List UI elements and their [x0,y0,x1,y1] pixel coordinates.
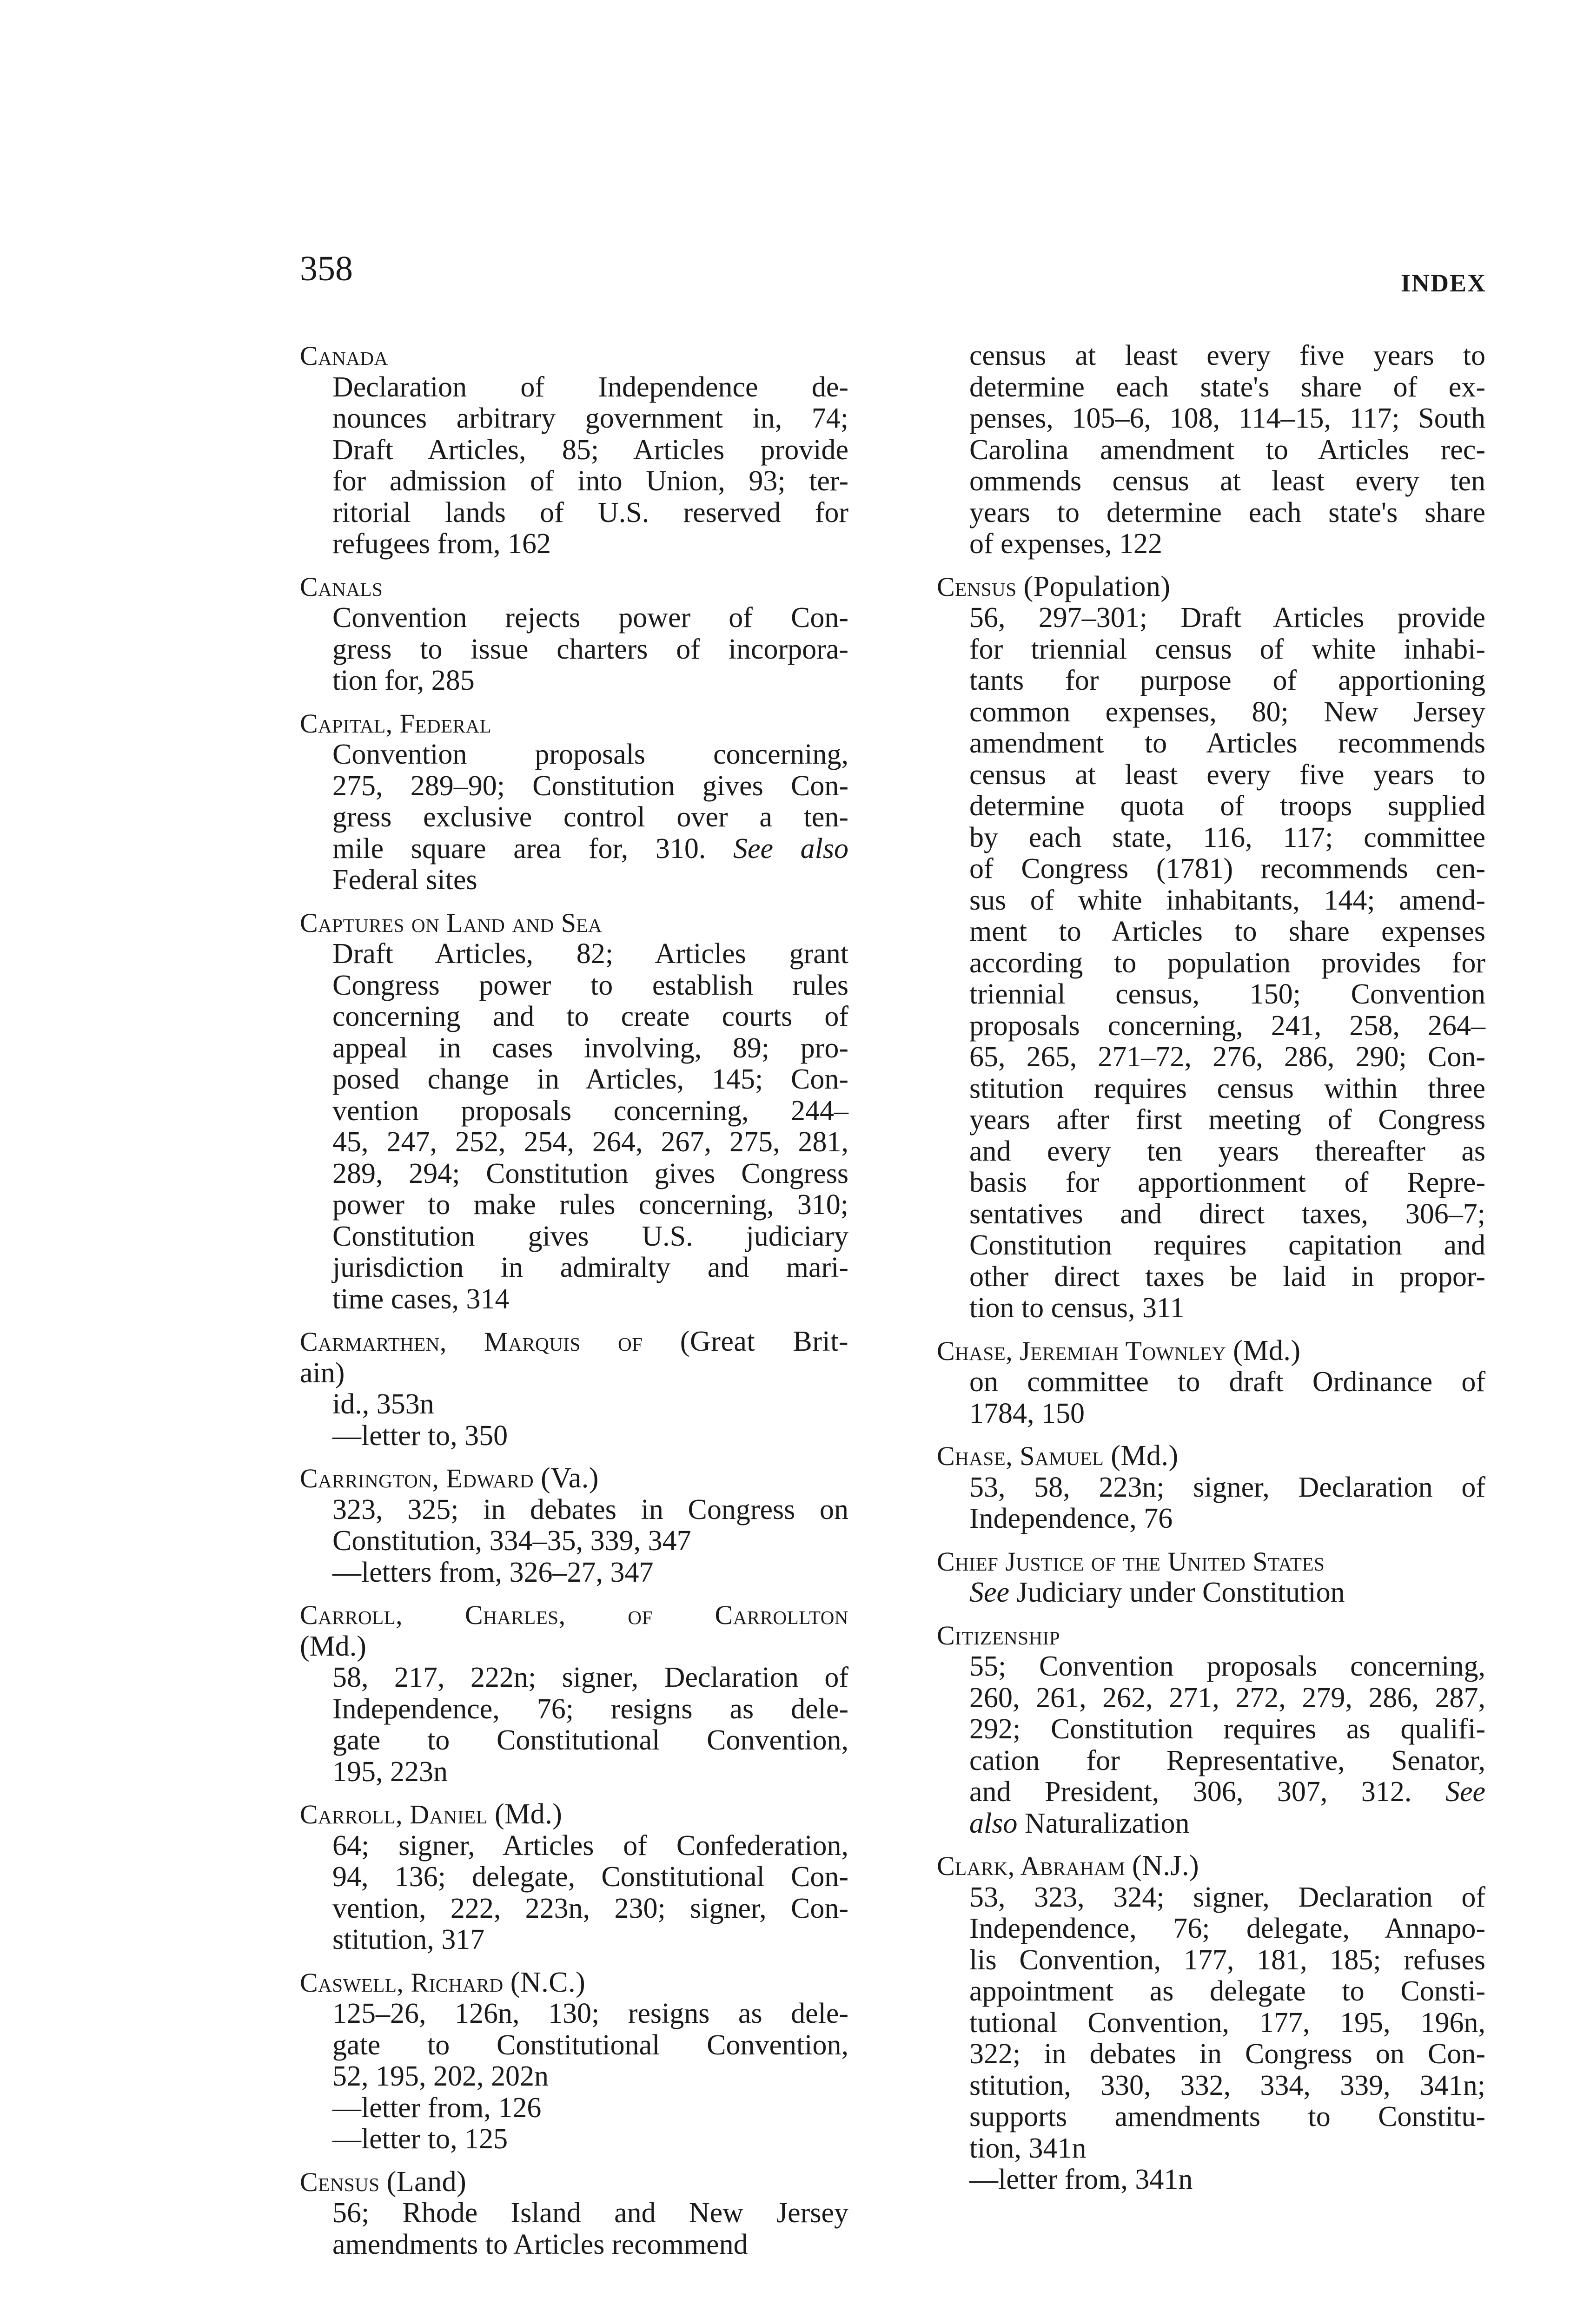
entry-line: vention proposals concerning, 244– [332,1095,848,1127]
entry-body [300,1662,848,1788]
index-entry [937,1335,1485,1430]
index-entry [300,571,848,697]
entry-line: 55; Convention proposals concerning, [969,1651,1485,1682]
heading-name: Chase, Jeremiah Townley [937,1335,1226,1366]
heading-name: Clark, Abraham [937,1851,1125,1881]
heading-name: Captures on Land and Sea [300,907,603,938]
entry-line: census at least every five years to [969,340,1485,371]
entry-line: amendments to Articles recommend [332,2228,748,2260]
entry-body [937,1882,1485,2165]
index-entry [300,1599,848,1788]
entry-body [300,1494,848,1557]
entry-line: stitution, 330, 332, 334, 339, 341n; [969,2069,1485,2101]
entry-line: other direct taxes be laid in propor- [969,1261,1485,1293]
entry-line: tutional Convention, 177, 195, 196n, [969,2007,1485,2039]
entry-line: Convention proposals concerning, [332,739,848,770]
entry-line: for admission of into Union, 93; ter- [332,465,848,497]
entry-heading [300,708,848,739]
entry-line: Independence, 76 [969,1503,1173,1534]
entry-body [300,1998,848,2093]
entry-body [300,739,848,896]
entry-body [937,1472,1485,1535]
heading-qualifier: (Md.) [1233,1334,1301,1367]
heading-name: Citizenship [937,1620,1060,1651]
entry-line: 56; Rhode Island and New Jersey [332,2197,848,2229]
entry-line: tion for, 285 [332,665,475,696]
heading-qualifier: (Land) [386,2166,467,2198]
entry-line: stitution requires census within three [969,1072,1485,1104]
entry-body [300,602,848,697]
entry-line: determine quota of troops supplied [969,790,1485,822]
entry-line: mile square area for, 310. See also [332,832,849,865]
entry-line: Constitution requires capitation and [969,1229,1485,1261]
entry-body [937,1367,1485,1429]
entry-line: proposals concerning, 241, 258, 264– [969,1010,1485,1042]
cross-reference: See also [733,832,849,865]
entry-line: gate to Constitutional Convention, [332,1724,848,1756]
entry-line: for triennial census of white inhabi- [969,633,1485,665]
heading-name: Caswell, Richard [300,1967,504,1998]
entry-line: posed change in Articles, 145; Con- [332,1063,848,1095]
cross-reference: See [1445,1776,1485,1808]
entry-line: refugees from, 162 [332,528,551,560]
entry-line: Carolina amendment to Articles rec- [969,434,1485,466]
entry-heading [937,1620,1485,1651]
entry-line: time cases, 314 [332,1283,510,1315]
entry-line: See Judiciary under Constitution [969,1577,1345,1608]
index-entry [300,340,848,560]
cross-reference: also [969,1807,1018,1839]
entry-subentry [300,2093,848,2124]
entry-line: 64; signer, Articles of Confederation, [332,1829,848,1862]
entry-line: common expenses, 80; New Jersey [969,696,1485,728]
heading-name: Carroll, Charles, of Carrollton [300,1600,848,1630]
heading-name: Canals [300,571,383,602]
entry-line: also Naturalization [969,1807,1190,1839]
entry-line: Convention rejects power of Con- [332,602,848,634]
entry-line: Independence, 76; resigns as dele- [332,1693,848,1725]
entry-line: census at least every five years to [969,759,1485,791]
entry-body [300,938,848,1315]
index-column-right [937,340,1485,2196]
entry-line: —letter to, 350 [332,1419,508,1452]
entry-line: tion to census, 311 [969,1292,1185,1324]
entry-line: sentatives and direct taxes, 306–7; [969,1198,1485,1230]
heading-qualifier: (Md.) [495,1798,563,1830]
entry-subentry [937,2164,1485,2196]
entry-line: —letters from, 326–27, 347 [332,1556,654,1588]
index-entry [937,1620,1485,1840]
entry-line: basis for apportionment of Repre- [969,1167,1485,1198]
entry-line: and every ten years thereafter as [969,1135,1485,1167]
entry-line: 275, 289–90; Constitution gives Con- [332,770,848,802]
entry-line: jurisdiction in admiralty and mari- [332,1252,848,1283]
entry-line: 45, 247, 252, 254, 264, 267, 275, 281, [332,1126,848,1158]
heading-name: Canada [300,341,388,371]
entry-line: —letter from, 126 [332,2092,542,2124]
entry-heading [300,1799,848,1830]
entry-line: on committee to draft Ordinance of [969,1366,1485,1398]
running-head: INDEX [1400,269,1486,297]
entry-line: 322; in debates in Congress on Con- [969,2038,1485,2070]
index-entry [937,1440,1485,1535]
entry-line: ritorial lands of U.S. reserved for [332,496,848,528]
entry-line: 292; Constitution requires as qualifi- [969,1713,1485,1745]
entry-line: Constitution gives U.S. judiciary [332,1220,848,1252]
index-entry [300,2166,848,2261]
entry-heading [937,1440,1485,1472]
entry-heading [300,571,848,603]
page-number: 358 [300,249,353,288]
index-entry [300,907,848,1315]
entry-line: of expenses, 122 [969,528,1162,560]
entry-line: Federal sites [332,864,477,896]
heading-qualifier: (N.J.) [1132,1850,1199,1882]
entry-line: gress to issue charters of incorpora- [332,633,848,665]
entry-line: 323, 325; in debates in Congress on [332,1493,848,1525]
entry-body [300,372,848,560]
index-entry [300,1799,848,1956]
entry-line: power to make rules concerning, 310; [332,1189,848,1221]
entry-line: Congress power to establish rules [332,969,848,1001]
heading-name: Carroll, Daniel [300,1799,488,1829]
entry-line: —letter from, 341n [969,2164,1193,2195]
entry-line: Declaration of Independence de- [332,371,848,403]
entry-body [937,602,1485,1324]
index-entry [300,708,848,896]
entry-line: Independence, 76; delegate, Annapo- [969,1913,1485,1944]
entry-subentry [300,1420,848,1452]
entry-subentry [300,1557,848,1589]
entry-line: of Congress (1781) recommends cen- [969,853,1485,885]
heading-continuation: (Md.) [300,1630,366,1662]
entry-line: 195, 223n [332,1756,448,1788]
entry-line: according to population provides for [969,947,1485,979]
cross-reference: See [969,1577,1010,1608]
index-entry [937,1850,1485,2196]
entry-line: triennial census, 150; Convention [969,978,1485,1010]
entry-line: gate to Constitutional Convention, [332,2029,848,2061]
entry-line: cation for Representative, Senator, [969,1744,1485,1776]
entry-line: 65, 265, 271–72, 276, 286, 290; Con- [969,1041,1485,1073]
entry-line: tion, 341n [969,2132,1087,2164]
entry-line: years after first meeting of Congress [969,1104,1485,1136]
heading-name: Chase, Samuel [937,1441,1104,1471]
index-entry [300,1463,848,1588]
entry-subentry [300,2124,848,2155]
entry-heading [300,1463,848,1494]
heading-name: Census [300,2166,380,2197]
index-entry [937,340,1485,560]
entry-heading [300,2166,848,2198]
index-entry [300,1326,848,1452]
entry-line: Draft Articles, 85; Articles provide [332,434,848,466]
entry-line: amendment to Articles recommends [969,727,1485,759]
entry-line: years to determine each state's share [969,496,1485,528]
heading-qualifier: (N.C.) [510,1966,586,1998]
entry-line: stitution, 317 [332,1924,485,1955]
entry-heading [937,1850,1485,1882]
entry-line: appeal in cases involving, 89; pro- [332,1032,848,1064]
entry-line: id., 353n [332,1388,434,1420]
entry-line: 94, 136; delegate, Constitutional Con- [332,1861,848,1893]
entry-line: concerning and to create courts of [332,1001,848,1032]
entry-heading [937,1546,1485,1578]
entry-line: 289, 294; Constitution gives Congress [332,1157,848,1189]
heading-continuation: ain) [300,1357,345,1389]
entry-body [937,1577,1485,1609]
entry-heading [937,571,1485,603]
entry-heading [300,1599,848,1631]
entry-heading [300,1967,848,1999]
entry-line: penses, 105–6, 108, 114–15, 117; South [969,403,1485,434]
entry-heading [937,1335,1485,1367]
index-column-left [300,340,848,2260]
entry-line: 52, 195, 202, 202n [332,2060,549,2092]
entry-line: 53, 323, 324; signer, Declaration of [969,1881,1485,1913]
entry-line: Constitution, 334–35, 339, 347 [332,1525,691,1557]
entry-line: ment to Articles to share expenses [969,916,1485,947]
entry-body [937,1651,1485,1839]
index-entry [937,571,1485,1324]
entry-line: 125–26, 126n, 130; resigns as dele- [332,1998,848,2029]
heading-name: Capital, Federal [300,708,492,739]
heading-name: Chief Justice of the United States [937,1546,1325,1577]
entry-heading [300,907,848,939]
entry-body [300,1830,848,1956]
entry-heading [300,1326,848,1358]
entry-line: appointment as delegate to Consti- [969,1975,1485,2007]
heading-name: Carmarthen, Marquis of [300,1327,643,1357]
entry-line: by each state, 116, 117; committee [969,821,1485,853]
heading-name: Carrington, Edward [300,1463,534,1493]
entry-line: determine each state's share of ex- [969,371,1485,403]
entry-line: 56, 297–301; Draft Articles provide [969,602,1485,634]
entry-line: and President, 306, 307, 312. See [969,1776,1485,1808]
heading-qualifier: (Va.) [541,1462,599,1494]
heading-qualifier: (Md.) [1111,1440,1179,1472]
entry-line: gress exclusive control over a ten- [332,801,848,833]
entry-line: 58, 217, 222n; signer, Declaration of [332,1662,848,1693]
entry-line: supports amendments to Constitu- [969,2101,1485,2133]
entry-line: tants for purpose of apportioning [969,665,1485,696]
entry-body [300,2198,848,2260]
heading-qualifier: (Population) [1023,570,1171,602]
entry-line: nounces arbitrary government in, 74; [332,403,848,434]
entry-line: vention, 222, 223n, 230; signer, Con- [332,1892,848,1924]
entry-line: 260, 261, 262, 271, 272, 279, 286, 287, [969,1682,1485,1714]
entry-line: Draft Articles, 82; Articles grant [332,938,848,970]
entry-body [300,1389,848,1420]
entry-line: ommends census at least every ten [969,465,1485,497]
entry-line: lis Convention, 177, 181, 185; refuses [969,1944,1485,1976]
index-entry [937,1546,1485,1609]
entry-heading [300,340,848,372]
heading-name: Census [937,571,1017,602]
entry-body [937,340,1485,560]
entry-line: —letter to, 125 [332,2123,508,2155]
entry-line: 1784, 150 [969,1397,1085,1429]
heading-qualifier: (Great Brit- [680,1326,848,1357]
entry-line: 53, 58, 223n; signer, Declaration of [969,1471,1485,1503]
index-entry [300,1967,848,2155]
entry-line: sus of white inhabitants, 144; amend- [969,884,1485,916]
